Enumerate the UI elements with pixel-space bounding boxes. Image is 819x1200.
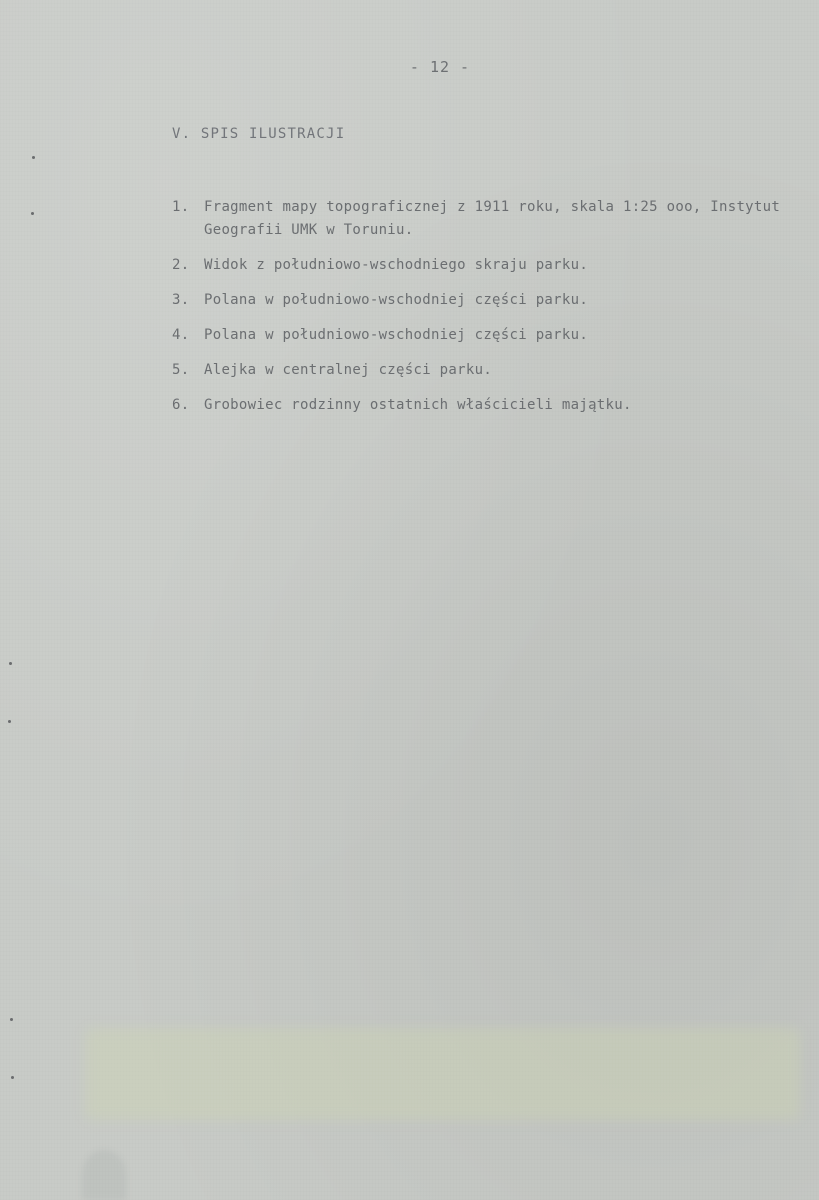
margin-speck <box>9 662 12 665</box>
margin-speck <box>8 720 11 723</box>
section-heading: V. SPIS ILUSTRACJI <box>172 126 346 142</box>
list-item-number: 6. <box>172 397 190 413</box>
list-item-number: 5. <box>172 362 190 378</box>
illustration-list <box>172 196 812 429</box>
margin-speck <box>11 1076 14 1079</box>
list-item <box>172 359 812 382</box>
paper-stain <box>85 1028 800 1120</box>
list-item-number: 1. <box>172 199 190 215</box>
list-item-number: 4. <box>172 327 190 343</box>
list-item-number: 2. <box>172 257 190 273</box>
list-item-text: Fragment mapy topograficznej z 1911 roku, skala 1:25 ooo, Instytut Geografii UMK w Toruniu. <box>204 199 789 238</box>
list-item-text: Polana w południowo-wschodniej części parku. <box>204 292 589 308</box>
list-item <box>172 254 812 277</box>
margin-speck <box>32 156 35 159</box>
page-number: - 12 - <box>409 58 471 76</box>
list-item-text: Alejka w centralnej części parku. <box>204 362 493 378</box>
list-item <box>172 289 812 312</box>
list-item <box>172 394 812 417</box>
margin-speck <box>31 212 34 215</box>
list-item <box>172 324 812 347</box>
list-item-text: Polana w południowo-wschodniej części parku. <box>204 327 589 343</box>
list-item-number: 3. <box>172 292 190 308</box>
list-item <box>172 196 812 242</box>
list-item-text: Grobowiec rodzinny ostatnich właścicieli majątku. <box>204 397 632 413</box>
margin-speck <box>10 1018 13 1021</box>
paper-corner-mark <box>82 1150 126 1200</box>
list-item-text: Widok z południowo-wschodniego skraju parku. <box>204 257 589 273</box>
